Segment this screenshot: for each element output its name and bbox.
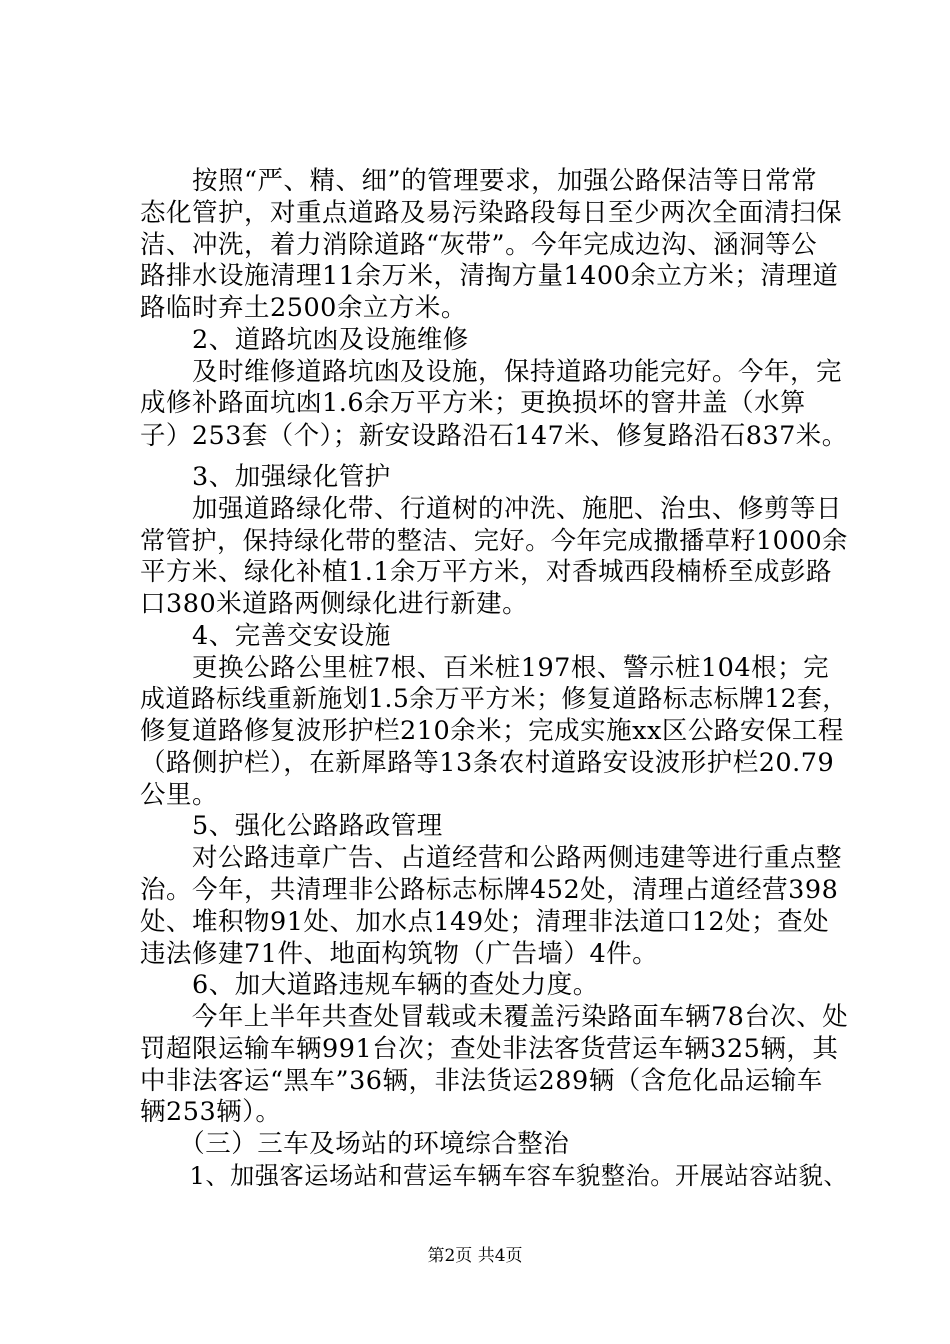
text-line: 成道路标线重新施划1.5余万平方米；修复道路标志标牌12套， [140,684,848,713]
text-line: 按照“严、精、细”的管理要求，加强公路保洁等日常常 [140,166,818,196]
section-heading: 5、强化公路路政管理 [140,811,443,841]
text-line: 中非法客运“黑车”36辆，非法货运289辆（含危化品运输车 [140,1066,823,1096]
text-line: 处、堆积物91处、加水点149处；清理非法道口12处；查处 [140,907,830,937]
text-line: 口380米道路两侧绿化进行新建。 [140,589,529,619]
text-line: 态化管护，对重点道路及易污染路段每日至少两次全面清扫保 [140,198,843,228]
text-line: 修复道路修复波形护栏210余米；完成实施xx区公路安保工程 [140,716,844,746]
text-line: 今年上半年共查处冒载或未覆盖污染路面车辆78台次、处 [140,1002,849,1032]
text-line: 治。今年，共清理非公路标志标牌452处，清理占道经营398 [140,875,839,905]
section-heading: 2、道路坑凼及设施维修 [140,325,469,355]
text-line: （路侧护栏），在新犀路等13条农村道路安设波形护栏20.79 [140,748,835,778]
text-line: 辆253辆）。 [140,1097,282,1127]
text-line: 罚超限运输车辆991台次；查处非法客货营运车辆325辆，其 [140,1034,839,1064]
text-line: 对公路违章广告、占道经营和公路两侧违建等进行重点整 [140,843,843,873]
text-line: 及时维修道路坑凼及设施，保持道路功能完好。今年，完 [140,357,843,387]
text-line: 洁、冲洗，着力消除道路“灰带”。今年完成边沟、涵洞等公 [140,230,818,260]
text-line: 平方米、绿化补植1.1余万平方米，对香城西段楠桥至成彭路 [140,557,833,587]
text-line: 更换公路公里桩7根、百米桩197根、警示桩104根；完 [140,653,830,683]
section-heading: 6、加大道路违规车辆的查处力度。 [140,970,599,1000]
text-line: 常管护，保持绿化带的整洁、完好。今年完成撒播草籽1000余 [140,526,848,555]
text-line: 公里。 [140,780,219,810]
text-line: 成修补路面坑凼1.6余万平方米；更换损坏的窨井盖（水箅 [140,388,807,418]
page-footer: 第2页 共4页 [427,1246,523,1266]
section-heading: 3、加强绿化管护 [140,462,391,492]
text-line: 路临时弃土2500余立方米。 [140,293,467,323]
section-heading: 4、完善交安设施 [140,621,391,651]
section-heading: （三）三车及场站的环境综合整治 [140,1129,570,1159]
text-line: 加强道路绿化带、行道树的冲洗、施肥、治虫、修剪等日 [140,494,843,524]
text-line: 1、加强客运场站和营运车辆车容车貌整治。开展站容站貌、 [140,1162,849,1190]
text-line: 路排水设施清理11余万米，清掏方量1400余立方米；清理道 [140,261,839,291]
text-line: 子）253套（个）；新安设路沿石147米、修复路沿石837米。 [140,420,848,450]
text-line: 违法修建71件、地面构筑物（广告墙）4件。 [140,939,659,969]
